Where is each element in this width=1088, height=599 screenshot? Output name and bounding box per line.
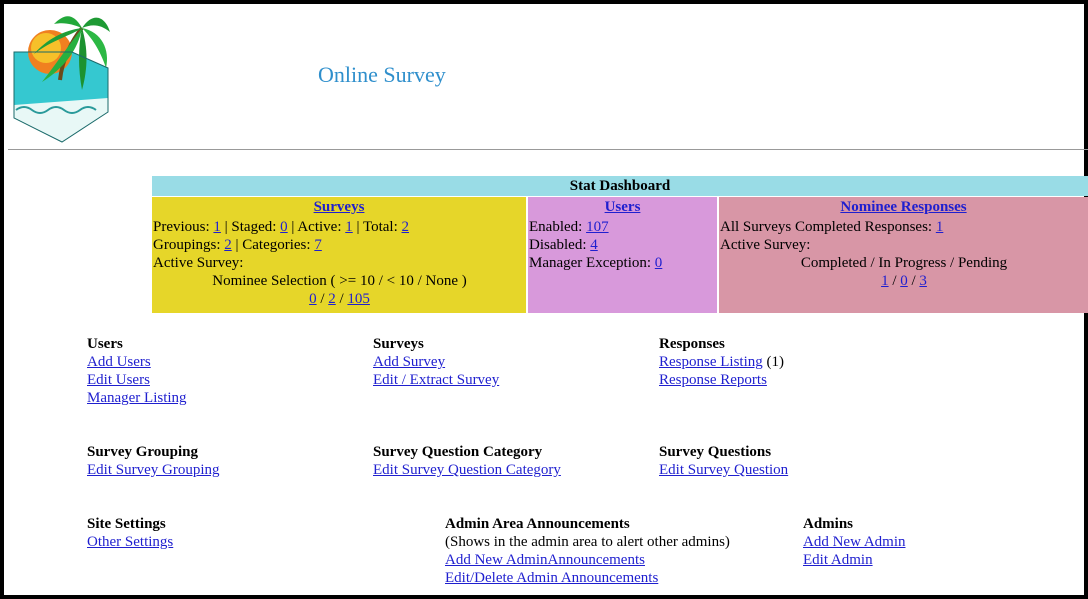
nominee-none-link[interactable]: 105 [347, 291, 370, 307]
add-users-link[interactable]: Add Users [87, 354, 151, 370]
nominee-selection-label: Nominee Selection ( >= 10 / < 10 / None ) [212, 273, 467, 289]
disabled-count-link[interactable]: 4 [590, 237, 598, 253]
nominee-selection-counts: 0 / 2 / 105 [309, 291, 370, 307]
site-settings-section [87, 515, 173, 551]
palm-sunset-logo [12, 10, 112, 144]
site-settings-heading: Site Settings [87, 516, 166, 532]
total-count-link[interactable]: 2 [401, 219, 410, 235]
admin-announcements-heading: Admin Area Announcements [445, 516, 630, 532]
active-count-link[interactable]: 1 [345, 219, 353, 235]
users-section [87, 335, 187, 407]
response-listing-link[interactable]: Response Listing [659, 354, 763, 370]
active-survey-label: Active Survey: [153, 255, 244, 271]
response-listing-count: (1) [762, 354, 784, 370]
nominee-responses-panel [719, 197, 1088, 313]
surveys-heading-link[interactable]: Surveys [313, 199, 365, 215]
disabled-line: Disabled: 4 [529, 237, 598, 253]
nominee-status-label: Completed / In Progress / Pending [800, 255, 1008, 271]
admin-announcements-section [445, 515, 730, 587]
in-progress-count-link[interactable]: 0 [900, 273, 908, 289]
groupings-line: Groupings: 2 | Categories: 7 [153, 237, 322, 253]
all-completed-link[interactable]: 1 [935, 219, 944, 235]
admins-heading: Admins [803, 516, 854, 532]
staged-count-link[interactable]: 0 [280, 219, 288, 235]
previous-count-link[interactable]: 1 [213, 219, 221, 235]
admin-announcements-note: (Shows in the admin area to alert other admins) [445, 534, 730, 550]
enabled-line: Enabled: 107 [529, 219, 609, 235]
add-new-admin-announcements-link[interactable]: Add New AdminAnnouncements [445, 552, 645, 568]
survey-question-category-heading: Survey Question Category [373, 444, 543, 460]
add-new-admin-link[interactable]: Add New Admin [803, 534, 906, 550]
header-divider [8, 149, 1088, 150]
survey-question-category-section [373, 443, 561, 479]
manager-listing-link[interactable]: Manager Listing [87, 390, 187, 406]
nominee-responses-heading-link[interactable]: Nominee Responses [840, 199, 967, 215]
survey-grouping-section [87, 443, 220, 479]
edit-admin-link[interactable]: Edit Admin [803, 552, 873, 568]
add-survey-link[interactable]: Add Survey [373, 354, 446, 370]
survey-questions-heading: Survey Questions [659, 444, 772, 460]
all-completed-line: All Surveys Completed Responses: 1 [720, 219, 944, 235]
manager-exception-line: Manager Exception: 0 [529, 255, 663, 271]
surveys-stats-panel [152, 197, 526, 313]
users-section-heading: Users [87, 336, 123, 352]
survey-questions-section [659, 443, 788, 479]
completed-count-link[interactable]: 1 [881, 273, 889, 289]
stat-dashboard [152, 176, 1088, 313]
edit-delete-admin-announcements-link[interactable]: Edit/Delete Admin Announcements [445, 570, 659, 586]
survey-grouping-heading: Survey Grouping [87, 444, 198, 460]
enabled-count-link[interactable]: 107 [586, 219, 609, 235]
edit-survey-question-link[interactable]: Edit Survey Question [659, 462, 789, 478]
categories-count-link[interactable]: 7 [314, 237, 322, 253]
manager-exception-link[interactable]: 0 [654, 255, 663, 271]
pending-count-link[interactable]: 3 [919, 273, 927, 289]
surveys-section-heading: Surveys [373, 336, 424, 352]
survey-status-line: Previous: 1 | Staged: 0 | Active: 1 | Total: 2 [153, 219, 410, 235]
edit-survey-grouping-link[interactable]: Edit Survey Grouping [87, 462, 220, 478]
responses-section-heading: Responses [659, 336, 725, 352]
nominee-ge10-link[interactable]: 0 [309, 291, 317, 307]
edit-users-link[interactable]: Edit Users [87, 372, 150, 388]
surveys-section [373, 335, 499, 389]
edit-extract-survey-link[interactable]: Edit / Extract Survey [373, 372, 500, 388]
response-reports-link[interactable]: Response Reports [659, 372, 767, 388]
users-stats-panel [528, 197, 717, 313]
nominee-active-survey-label: Active Survey: [720, 237, 811, 253]
users-heading-link[interactable]: Users [604, 199, 641, 215]
edit-survey-question-category-link[interactable]: Edit Survey Question Category [373, 462, 561, 478]
other-settings-link[interactable]: Other Settings [87, 534, 174, 550]
site-title: Online Survey [318, 62, 446, 87]
responses-section [659, 335, 784, 389]
response-listing-line [659, 353, 784, 371]
nominee-status-counts: 1 / 0 / 3 [881, 273, 927, 289]
groupings-count-link[interactable]: 2 [224, 237, 232, 253]
admins-section [803, 515, 906, 569]
dashboard-title: Stat Dashboard [152, 176, 1088, 196]
nominee-lt10-link[interactable]: 2 [328, 291, 336, 307]
